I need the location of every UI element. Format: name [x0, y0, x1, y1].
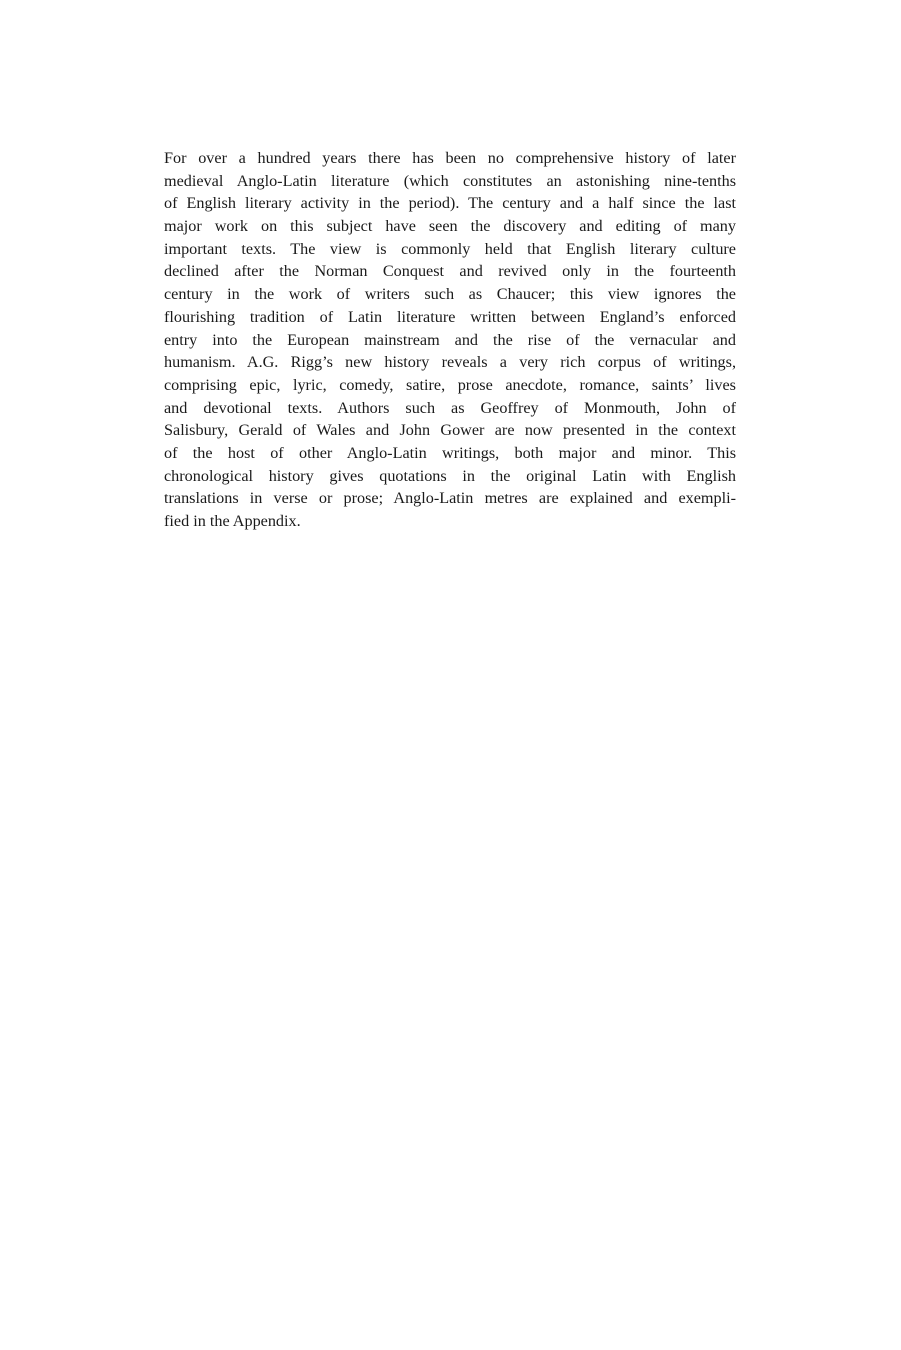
blurb-line: important texts. The view is commonly held that English literary culture [164, 239, 736, 258]
blurb-paragraph [164, 147, 736, 533]
blurb-line: Salisbury, Gerald of Wales and John Gower are now presented in the context [164, 421, 736, 440]
blurb-line: translations in verse or prose; Anglo-Latin metres are explained and exempli- [164, 489, 736, 508]
blurb-line: For over a hundred years there has been no comprehensive history of later [164, 149, 736, 167]
blurb-line: humanism. A.G. Rigg’s new history reveals a very rich corpus of writings, [164, 353, 736, 372]
blurb-line: and devotional texts. Authors such as Geoffrey of Monmouth, John of [164, 398, 736, 417]
blurb-line: declined after the Norman Conquest and revived only in the fourteenth [164, 262, 736, 281]
blurb-line: century in the work of writers such as Chaucer; this view ignores the [164, 285, 736, 304]
blurb-line: entry into the European mainstream and the rise of the vernacular and [164, 330, 736, 349]
blurb-line: flourishing tradition of Latin literature written between England’s enforced [164, 307, 736, 326]
blurb-line: chronological history gives quotations in the original Latin with English [164, 466, 736, 485]
blurb-line: major work on this subject have seen the discovery and editing of many [164, 217, 736, 236]
blurb-line: of English literary activity in the period). The century and a half since the last [164, 194, 736, 213]
blurb-line: fied in the Appendix. [164, 512, 301, 530]
blurb-line: comprising epic, lyric, comedy, satire, prose anecdote, romance, saints’ lives [164, 375, 736, 394]
blurb-line: medieval Anglo-Latin literature (which constitutes an astonishing nine-tenths [164, 171, 736, 190]
blurb-line: of the host of other Anglo-Latin writings, both major and minor. This [164, 443, 736, 462]
